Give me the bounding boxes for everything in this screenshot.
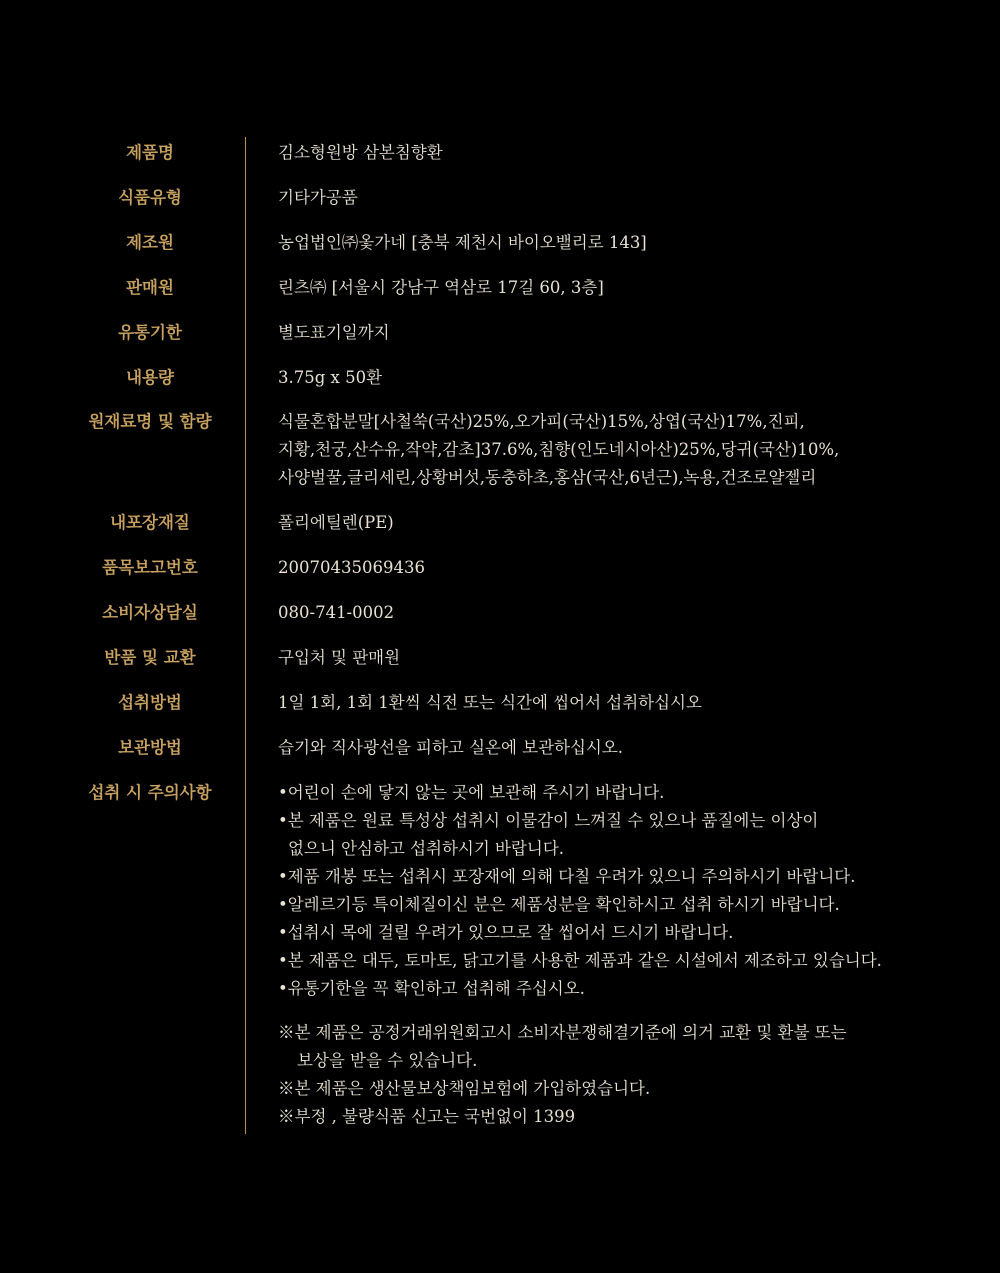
row-report-number — [0, 554, 1000, 582]
caution-list — [278, 779, 882, 1131]
ingredients-line: 사양벌꿀,글리세린,상황버섯,동충하초,홍삼(국산,6년근),녹용,건조로얄젤리 — [278, 468, 817, 487]
value-consumer-center: 080-741-0002 — [278, 603, 395, 622]
value-seller: 린츠㈜ [서울시 강남구 역삼로 17길 60, 3층] — [278, 278, 604, 297]
label-caution: 섭취 시 주의사항 — [88, 783, 212, 802]
ingredients-line: 식물혼합분말[사철쑥(국산)25%,오가피(국산)15%,상엽(국산)17%,진피, — [278, 412, 805, 431]
caution-item: •섭취시 목에 걸릴 우려가 있으므로 잘 씹어서 드시기 바랍니다. — [278, 923, 734, 942]
label-report-number: 품목보고번호 — [102, 558, 198, 577]
notice-line: ※본 제품은 생산물보상책임보험에 가입하였습니다. — [278, 1079, 651, 1098]
label-ingredients: 원재료명 및 함량 — [88, 412, 212, 431]
label-product-name: 제품명 — [126, 143, 174, 162]
row-contents — [0, 364, 1000, 392]
caution-item: •제품 개봉 또는 섭취시 포장재에 의해 다칠 우려가 있으니 주의하시기 바랍니다. — [278, 867, 856, 886]
caution-item: •본 제품은 대두, 토마토, 닭고기를 사용한 제품과 같은 시설에서 제조하고 있습니다. — [278, 951, 882, 970]
label-food-type: 식품유형 — [118, 188, 182, 207]
row-returns — [0, 644, 1000, 672]
label-storage: 보관방법 — [118, 738, 182, 757]
row-packaging — [0, 509, 1000, 537]
row-seller — [0, 274, 1000, 302]
caution-item: •알레르기등 특이체질이신 분은 제품성분을 확인하시고 섭취 하시기 바랍니다. — [278, 895, 840, 914]
value-packaging: 폴리에틸렌(PE) — [278, 513, 394, 532]
value-contents: 3.75g x 50환 — [278, 368, 383, 387]
caution-item: •유통기한을 꼭 확인하고 섭취해 주십시오. — [278, 979, 585, 998]
notice-line: 보상을 받을 수 있습니다. — [297, 1051, 478, 1070]
label-packaging: 내포장재질 — [110, 513, 190, 532]
row-food-type — [0, 184, 1000, 212]
value-expiry: 별도표기일까지 — [278, 323, 390, 342]
notice-block — [278, 1019, 882, 1131]
value-storage: 습기와 직사광선을 피하고 실온에 보관하십시오. — [278, 738, 624, 757]
row-ingredients — [0, 408, 1000, 487]
row-storage — [0, 734, 1000, 762]
label-contents: 내용량 — [126, 368, 174, 387]
label-seller: 판매원 — [126, 278, 174, 297]
row-consumer-center — [0, 599, 1000, 627]
caution-item: 없으니 안심하고 섭취하시기 바랍니다. — [288, 839, 565, 858]
row-expiry — [0, 319, 1000, 347]
row-caution — [0, 779, 1000, 1126]
notice-line: ※부정 , 불량식품 신고는 국번없이 1399 — [278, 1107, 576, 1126]
label-expiry: 유통기한 — [118, 323, 182, 342]
value-food-type: 기타가공품 — [278, 188, 358, 207]
caution-item: •어린이 손에 닿지 않는 곳에 보관해 주시기 바랍니다. — [278, 783, 665, 802]
value-manufacturer: 농업법인㈜옻가네 [충북 제천시 바이오밸리로 143] — [278, 233, 647, 252]
value-product-name: 김소형원방 삼본침향환 — [278, 143, 443, 162]
row-manufacturer — [0, 229, 1000, 257]
caution-item: •본 제품은 원료 특성상 섭취시 이물감이 느껴질 수 있으나 품질에는 이상이 — [278, 811, 819, 830]
label-manufacturer: 제조원 — [126, 233, 174, 252]
value-returns: 구입처 및 판매원 — [278, 648, 401, 667]
row-intake-method — [0, 689, 1000, 717]
ingredients-line: 지황,천궁,산수유,작약,감초]37.6%,침향(인도네시아산)25%,당귀(국산)10%, — [278, 440, 840, 459]
value-ingredients — [278, 408, 839, 492]
value-report-number: 20070435069436 — [278, 558, 425, 577]
label-intake-method: 섭취방법 — [118, 693, 182, 712]
label-consumer-center: 소비자상담실 — [102, 603, 198, 622]
row-product-name — [0, 139, 1000, 167]
value-intake-method: 1일 1회, 1회 1환씩 식전 또는 식간에 씹어서 섭취하십시오 — [278, 693, 702, 712]
notice-line: ※본 제품은 공정거래위원회고시 소비자분쟁해결기준에 의거 교환 및 환불 또는 — [278, 1023, 847, 1042]
label-returns: 반품 및 교환 — [104, 648, 196, 667]
